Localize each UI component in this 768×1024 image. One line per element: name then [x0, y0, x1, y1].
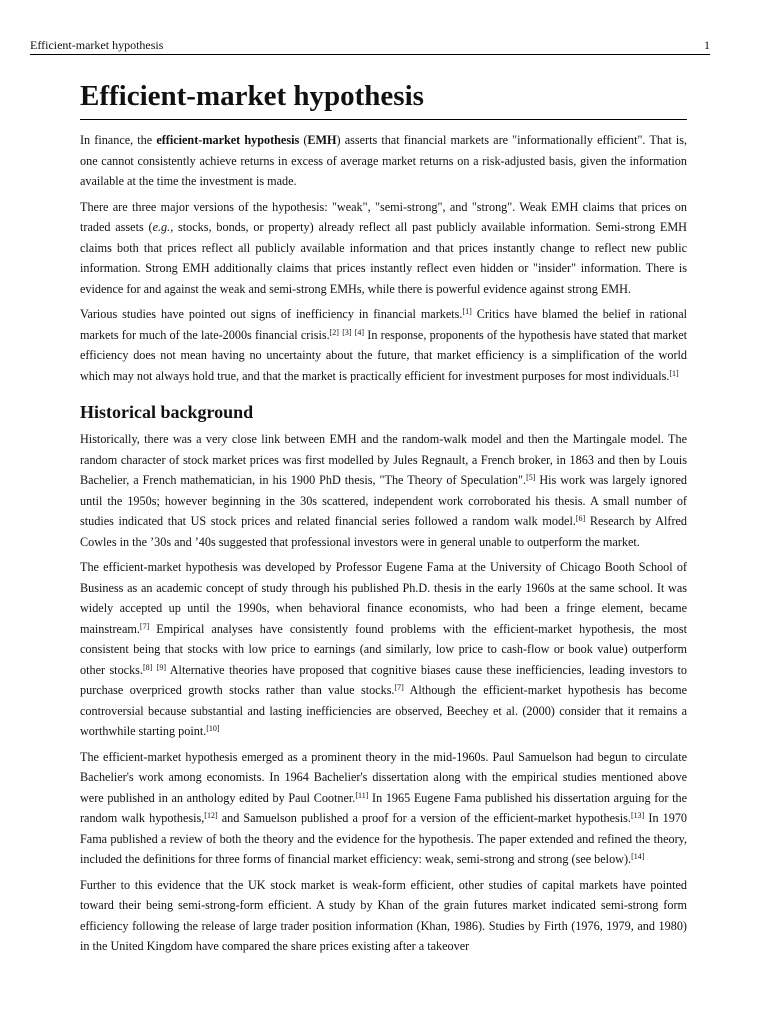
article-body: [80, 78, 687, 962]
text-run: In 1965 Eugene Fama published his dissertation arguing for the random walk hypothesis,: [80, 790, 687, 825]
running-header: [30, 38, 710, 55]
intro-paragraph-2: [80, 197, 687, 300]
text-run: There are three major versions of the hypothesis: "weak", "semi-strong", and "strong". Weak EMH claims that prices on traded assets (: [80, 199, 687, 234]
citation-link[interactable]: [12]: [204, 811, 218, 820]
text-run: , stocks, bonds, or property) already reflect all past publicly available information. Semi-strong EMH claims both that prices reflect all publicly available information and that prices instantly change to reflect new public information. Strong EMH additionally claims that prices instantly reflect even hidden or "insider" information. There is evidence for and against the weak and semi-strong EMHs, while there is powerful evidence against strong EMH.: [80, 220, 687, 296]
text-run: In finance, the: [80, 133, 157, 147]
citation-link[interactable]: [4]: [354, 327, 365, 337]
text-run: The efficient-market hypothesis was developed by Professor Eugene Fama at the University of Chicago Booth School of Business as an academic concept of study through his published Ph.D. thesis in the early 1960s at the same school. It was widely accepted up until the 1990s, when behavioral finance economists, who had been a fringe element, became mainstream.: [80, 560, 687, 636]
text-run: ) asserts that financial markets are "informationally efficient". That is, one cannot consistently achieve returns in excess of average market returns on a risk-adjusted basis, given the information available at the time the investment is made.: [80, 133, 687, 188]
section-heading-historical-background: Historical background: [80, 402, 254, 422]
history-paragraph-2: [80, 557, 687, 742]
text-run: (: [299, 133, 308, 147]
text-run: Empirical analyses have consistently found problems with the efficient-market hypothesis, the most consistent being that stocks with low price to earnings (and similarly, low price to cash-flow or book value) outperform other stocks.: [80, 621, 687, 677]
page-number: 1: [704, 38, 710, 52]
citation-link[interactable]: [1]: [462, 307, 472, 316]
bold-abbr: EMH: [307, 133, 337, 147]
text-run: and Samuelson published a proof for a version of the efficient-market hypothesis.: [217, 811, 631, 825]
text-run: Historically, there was a very close link between EMH and the random-walk model and then the Martingale model. The random character of stock market prices was first modelled by Jules Regnault, a French broker, in 1863 and then by Louis Bachelier, a French mathematician, in his 1900 PhD thesis, "The Theory of Speculation".: [80, 432, 687, 487]
citation-link[interactable]: [2]: [329, 327, 339, 337]
italic-eg: e.g.: [152, 220, 171, 234]
citation-link[interactable]: [14]: [631, 852, 645, 861]
text-run: His work was largely ignored until the 1950s; however beginning in the 30s scattered, independent work corroborated his thesis. A small number of studies indicated that US stock prices and related financial series followed a random walk model.: [80, 473, 687, 528]
article-title: Efficient-market hypothesis: [80, 78, 687, 120]
text-run: Various studies have pointed out signs of inefficiency in financial markets.: [80, 307, 463, 321]
intro-paragraph-1: [80, 130, 687, 192]
citation-link[interactable]: [7]: [394, 683, 404, 692]
citation-link[interactable]: [7]: [139, 621, 150, 631]
text-run: Critics have blamed the belief in rational markets for much of the late-2000s financial crisis.: [80, 307, 687, 342]
text-run: The efficient-market hypothesis emerged as a prominent theory in the mid-1960s. Paul Samuelson had begun to circulate Bachelier's work among economists. In 1964 Bachelier's dissertation along with the empirical studies mentioned above were published in an anthology edited by Paul Cootner.: [80, 749, 687, 805]
intro-paragraph-3: [80, 304, 687, 386]
citation-link[interactable]: [10]: [206, 724, 220, 733]
text-run: In 1970 Fama published a review of both the theory and the evidence for the hypothesis. The paper extended and refined the theory, included the definitions for three forms of financial market efficiency: weak, semi-strong and strong (see below).: [80, 811, 688, 866]
text-run: Although the efficient-market hypothesis has become controversial because substantial and lasting inefficiencies are observed, Beechey et al. (2000) consider that it remains a worthwhile starting point.: [80, 683, 687, 738]
citation-link[interactable]: [8]: [142, 662, 153, 672]
history-paragraph-4: [80, 875, 687, 957]
running-title: Efficient-market hypothesis: [30, 38, 164, 52]
history-paragraph-1: [80, 429, 687, 552]
citation-link[interactable]: [9]: [156, 662, 167, 672]
citation-link[interactable]: [5]: [526, 473, 536, 482]
citation-link[interactable]: [3]: [342, 327, 352, 337]
citation-link[interactable]: [1]: [669, 368, 679, 378]
text-run: Further to this evidence that the UK stock market is weak-form efficient, other studies of capital markets have pointed toward their being semi-strong-form efficient. A study by Khan of the grain futures market indicated semi-strong form efficiency following the release of large trader position information (Khan, 1986). Studies by Firth (1976, 1979, and 1980) in the United Kingdom have compared the share prices existing after a takeover: [80, 877, 687, 953]
citation-link[interactable]: [11]: [355, 790, 369, 800]
bold-term: efficient-market hypothesis: [156, 133, 300, 147]
text-run: In response, proponents of the hypothesis have stated that market efficiency does not mean having no uncertainty about the future, that market efficiency is a simplification of the world which may not always hold true, and that the market is practically efficient for investment purposes for most individuals.: [80, 327, 688, 383]
text-run: Alternative theories have proposed that cognitive biases cause these inefficiencies, leading investors to purchase overpriced growth stocks rather than value stocks.: [80, 662, 687, 697]
text-run: Research by Alfred Cowles in the ’30s and ’40s suggested that professional investors were in general unable to outperform the market.: [80, 514, 688, 549]
citation-link[interactable]: [6]: [575, 514, 586, 523]
history-paragraph-3: [80, 747, 687, 870]
citation-link[interactable]: [13]: [630, 811, 645, 820]
